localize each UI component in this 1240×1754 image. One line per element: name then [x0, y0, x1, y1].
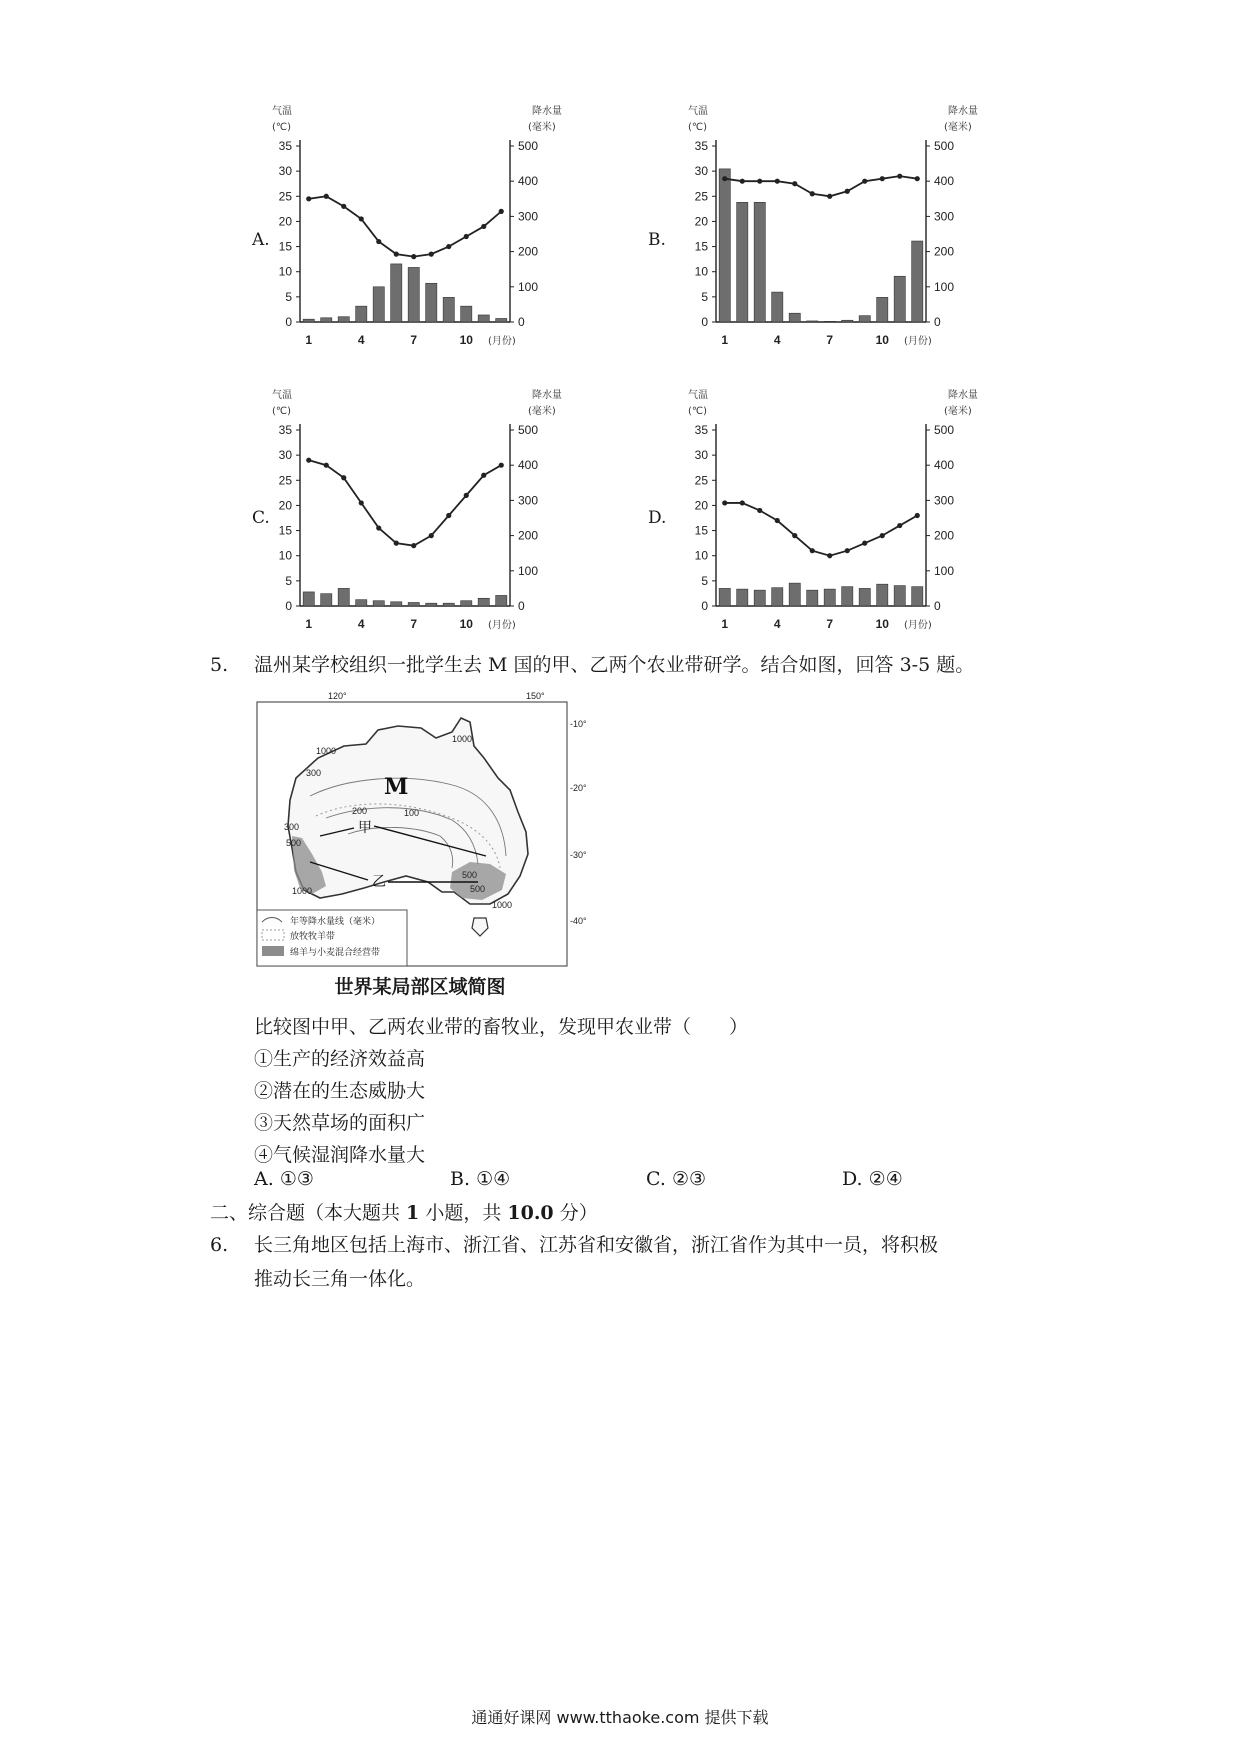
precip-axis-unit: (毫米) — [944, 122, 972, 133]
month-axis-unit: (月份) — [904, 620, 932, 631]
temp-point — [446, 244, 451, 249]
isohyet-value: 1000 — [316, 746, 337, 756]
precip-bar — [356, 306, 367, 322]
month-tick-label: 7 — [410, 333, 418, 347]
question-5-number: 5. — [210, 654, 229, 676]
temp-tick-label: 20 — [694, 498, 708, 513]
precip-tick-label: 100 — [518, 279, 539, 294]
temp-tick-label: 10 — [278, 264, 292, 279]
statement-4: ④气候湿润降水量大 — [254, 1144, 426, 1166]
month-tick-label: 7 — [410, 617, 418, 631]
temp-tick-label: 5 — [285, 573, 292, 588]
precip-bar — [737, 589, 748, 606]
temp-tick-label: 15 — [694, 239, 708, 254]
precip-bar — [338, 588, 349, 606]
precip-bar — [426, 603, 437, 606]
temp-tick-label: 25 — [694, 473, 708, 488]
isohyet-value: 500 — [470, 884, 486, 894]
precip-bar — [391, 602, 402, 606]
statement-3: ③天然草场的面积广 — [254, 1112, 426, 1134]
map-caption: 世界某局部区域简图 — [334, 976, 506, 998]
temp-point — [306, 196, 311, 201]
precip-bar — [877, 584, 888, 606]
temp-point — [341, 475, 346, 480]
precip-bar — [737, 202, 748, 322]
precip-axis-unit: (毫米) — [944, 406, 972, 417]
legend-wheat-sheep-icon — [262, 946, 284, 956]
map-lon-label: 120° — [328, 691, 347, 701]
temp-axis-unit: (℃) — [688, 122, 708, 133]
temp-tick-label: 5 — [701, 289, 708, 304]
temp-tick-label: 35 — [694, 423, 708, 437]
option-d-label: D. — [648, 508, 667, 528]
question-5-prompt: 比较图中甲、乙两农业带的畜牧业，发现甲农业带（ ） — [254, 1016, 749, 1038]
temp-tick-label: 15 — [278, 239, 292, 254]
precip-axis-unit: (毫米) — [528, 122, 556, 133]
question-5-stem: 温州某学校组织一批学生去 M 国的甲、乙两个农业带研学。结合如图，回答 3-5 题。 — [254, 654, 975, 676]
temp-tick-label: 30 — [694, 164, 708, 179]
temp-axis-title: 气温 — [688, 106, 708, 117]
precip-bar — [408, 267, 419, 322]
option-b-label: B. — [648, 230, 666, 250]
temp-point — [827, 553, 832, 558]
temp-tick-label: 10 — [694, 264, 708, 279]
precip-tick-label: 300 — [934, 493, 955, 508]
month-axis-unit: (月份) — [488, 336, 516, 347]
precip-bar — [754, 590, 765, 606]
temp-tick-label: 35 — [278, 139, 292, 153]
month-tick-label: 1 — [305, 617, 313, 631]
temp-tick-label: 0 — [285, 315, 292, 329]
month-tick-label: 1 — [305, 333, 313, 347]
month-tick-label: 4 — [773, 617, 781, 631]
temp-point — [740, 500, 745, 505]
precip-bar — [303, 592, 314, 606]
temp-axis-unit: (℃) — [272, 122, 292, 133]
option-a-label: A. — [252, 230, 270, 250]
precip-bar — [408, 602, 419, 606]
temp-point — [845, 548, 850, 553]
precip-bar — [912, 587, 923, 606]
legend-grazing-label: 放牧牧羊带 — [290, 931, 336, 941]
precip-tick-label: 500 — [934, 139, 955, 153]
temp-point — [740, 179, 745, 184]
temp-tick-label: 25 — [278, 189, 292, 204]
temp-point — [757, 179, 762, 184]
temp-tick-label: 30 — [278, 448, 292, 463]
temp-tick-label: 25 — [278, 473, 292, 488]
temp-tick-label: 5 — [701, 573, 708, 588]
map-lat-label: -40° — [570, 916, 587, 926]
temp-axis-title: 气温 — [272, 390, 292, 401]
choice-b[interactable]: B. ①④ — [450, 1168, 511, 1190]
precip-tick-label: 400 — [518, 458, 539, 473]
precip-bar — [877, 297, 888, 322]
precip-bar — [391, 264, 402, 322]
month-tick-label: 10 — [875, 617, 889, 631]
precip-tick-label: 0 — [934, 599, 941, 613]
temp-tick-label: 35 — [694, 139, 708, 153]
statement-1: ①生产的经济效益高 — [254, 1048, 426, 1070]
temp-point — [499, 209, 504, 214]
precip-bar — [719, 588, 730, 606]
precip-bar — [443, 297, 454, 322]
map-lat-label: -20° — [570, 783, 587, 793]
precip-tick-label: 200 — [934, 528, 955, 543]
precip-bar — [807, 590, 818, 606]
precip-bar — [478, 315, 489, 322]
temp-point — [880, 533, 885, 538]
temp-point — [324, 463, 329, 468]
month-tick-label: 10 — [875, 333, 889, 347]
temp-axis-title: 气温 — [688, 390, 708, 401]
temp-axis-unit: (℃) — [272, 406, 292, 417]
precip-tick-label: 200 — [518, 528, 539, 543]
month-tick-label: 4 — [357, 617, 365, 631]
month-tick-label: 7 — [826, 333, 834, 347]
precip-bar — [338, 317, 349, 322]
region-label-m: M — [384, 774, 409, 800]
temp-tick-label: 0 — [701, 315, 708, 329]
precip-bar — [912, 241, 923, 322]
temp-point — [359, 216, 364, 221]
temp-point — [376, 525, 381, 530]
precip-bar — [754, 202, 765, 322]
question-6-number: 6. — [210, 1234, 229, 1256]
precip-bar — [321, 318, 332, 322]
map-lat-label: -30° — [570, 850, 587, 860]
precip-bar — [894, 586, 905, 606]
legend-grazing-icon — [262, 930, 284, 940]
climate-chart-c — [250, 388, 580, 638]
precip-tick-label: 500 — [518, 423, 539, 437]
month-axis-unit: (月份) — [488, 620, 516, 631]
isohyet-value: 1000 — [492, 900, 513, 910]
temp-point — [810, 191, 815, 196]
temp-line — [309, 460, 502, 545]
page-footer: 通通好课网 www.tthaoke.com 提供下载 — [471, 1708, 769, 1727]
precip-bar — [772, 292, 783, 322]
temp-point — [827, 194, 832, 199]
temp-point — [775, 179, 780, 184]
temp-tick-label: 0 — [285, 599, 292, 613]
isohyet-value: 100 — [404, 808, 420, 818]
temp-point — [411, 543, 416, 548]
temp-tick-label: 25 — [694, 189, 708, 204]
precip-bar — [373, 601, 384, 606]
precip-bar — [496, 595, 507, 606]
precip-bar — [894, 276, 905, 322]
month-tick-label: 4 — [773, 333, 781, 347]
temp-point — [429, 533, 434, 538]
precip-bar — [842, 587, 853, 606]
choice-c[interactable]: C. ②③ — [646, 1168, 707, 1190]
question-6-line-1: 长三角地区包括上海市、浙江省、江苏省和安徽省，浙江省作为其中一员，将积极 — [254, 1234, 939, 1256]
temp-axis-title: 气温 — [272, 106, 292, 117]
precip-bar — [842, 320, 853, 322]
temp-point — [481, 224, 486, 229]
precip-tick-label: 500 — [934, 423, 955, 437]
precip-tick-label: 300 — [518, 493, 539, 508]
precip-axis-title: 降水量 — [532, 106, 562, 117]
precip-bar — [478, 598, 489, 606]
section-2-heading: 二、综合题（本大题共 1 小题，共 10.0 分） — [210, 1202, 598, 1224]
temp-point — [306, 458, 311, 463]
month-tick-label: 10 — [459, 333, 473, 347]
temp-point — [481, 473, 486, 478]
temp-point — [845, 189, 850, 194]
precip-bar — [824, 321, 835, 322]
precip-tick-label: 200 — [518, 244, 539, 259]
precip-bar — [719, 169, 730, 322]
temp-point — [897, 523, 902, 528]
month-tick-label: 10 — [459, 617, 473, 631]
precip-bar — [303, 319, 314, 322]
temp-point — [880, 176, 885, 181]
precip-bar — [859, 316, 870, 322]
temp-line — [309, 196, 502, 256]
precip-tick-label: 400 — [934, 174, 955, 189]
temp-point — [341, 204, 346, 209]
temp-point — [464, 234, 469, 239]
precip-bar — [807, 321, 818, 322]
temp-tick-label: 5 — [285, 289, 292, 304]
precip-bar — [789, 583, 800, 606]
temp-tick-label: 20 — [278, 498, 292, 513]
statement-2: ②潜在的生态威胁大 — [254, 1080, 426, 1102]
precip-tick-label: 400 — [934, 458, 955, 473]
temp-point — [862, 179, 867, 184]
temp-line — [725, 503, 918, 556]
temp-point — [499, 463, 504, 468]
temp-point — [810, 548, 815, 553]
temp-point — [394, 252, 399, 257]
precip-tick-label: 0 — [518, 315, 525, 329]
isohyet-value: 1000 — [292, 886, 313, 896]
month-tick-label: 1 — [721, 617, 729, 631]
temp-point — [757, 508, 762, 513]
precip-bar — [496, 318, 507, 322]
isohyet-value: 200 — [352, 806, 368, 816]
precip-axis-title: 降水量 — [948, 390, 978, 401]
climate-chart-b — [666, 104, 996, 354]
legend-wheat-sheep-label: 绵羊与小麦混合经营带 — [290, 947, 381, 957]
precip-bar — [373, 287, 384, 322]
temp-tick-label: 30 — [278, 164, 292, 179]
map-lat-label: -10° — [570, 719, 587, 729]
temp-point — [464, 493, 469, 498]
temp-tick-label: 20 — [694, 214, 708, 229]
precip-tick-label: 500 — [518, 139, 539, 153]
isohyet-value: 1000 — [452, 734, 473, 744]
precip-bar — [461, 601, 472, 606]
precip-axis-title: 降水量 — [948, 106, 978, 117]
region-label-jia: 甲 — [358, 820, 372, 836]
temp-tick-label: 20 — [278, 214, 292, 229]
temp-point — [359, 500, 364, 505]
temp-point — [446, 513, 451, 518]
climate-chart-d — [666, 388, 996, 638]
precip-tick-label: 0 — [934, 315, 941, 329]
climate-chart-a — [250, 104, 580, 354]
precip-axis-unit: (毫米) — [528, 406, 556, 417]
precip-tick-label: 300 — [518, 209, 539, 224]
temp-tick-label: 10 — [694, 548, 708, 563]
temp-tick-label: 30 — [694, 448, 708, 463]
temp-point — [897, 174, 902, 179]
precip-tick-label: 300 — [934, 209, 955, 224]
precip-bar — [859, 588, 870, 606]
temp-point — [324, 194, 329, 199]
temp-line — [725, 176, 918, 196]
precip-bar — [789, 313, 800, 322]
choice-d[interactable]: D. ②④ — [842, 1168, 903, 1190]
isohyet-value: 300 — [284, 822, 300, 832]
precip-bar — [461, 306, 472, 322]
month-tick-label: 4 — [357, 333, 365, 347]
month-tick-label: 1 — [721, 333, 729, 347]
isohyet-value: 500 — [462, 870, 478, 880]
temp-point — [862, 541, 867, 546]
precip-bar — [426, 283, 437, 322]
isohyet-value: 500 — [286, 838, 302, 848]
region-label-yi: 乙 — [372, 874, 386, 890]
temp-point — [411, 254, 416, 259]
month-tick-label: 7 — [826, 617, 834, 631]
option-c-label: C. — [252, 508, 270, 528]
temp-point — [429, 252, 434, 257]
precip-axis-title: 降水量 — [532, 390, 562, 401]
temp-point — [376, 239, 381, 244]
temp-tick-label: 35 — [278, 423, 292, 437]
temp-point — [915, 176, 920, 181]
precip-tick-label: 0 — [518, 599, 525, 613]
precip-bar — [443, 603, 454, 606]
temp-point — [394, 541, 399, 546]
region-map — [256, 686, 587, 968]
precip-bar — [321, 594, 332, 606]
precip-bar — [356, 600, 367, 606]
temp-tick-label: 15 — [278, 523, 292, 538]
temp-tick-label: 10 — [278, 548, 292, 563]
temp-point — [792, 533, 797, 538]
temp-tick-label: 0 — [701, 599, 708, 613]
temp-axis-unit: (℃) — [688, 406, 708, 417]
map-lon-label: 150° — [526, 691, 545, 701]
precip-tick-label: 100 — [518, 563, 539, 578]
legend-isohyet-label: 年等降水量线（毫米） — [290, 916, 381, 926]
precip-tick-label: 400 — [518, 174, 539, 189]
choice-a[interactable]: A. ①③ — [254, 1168, 314, 1190]
isohyet-value: 300 — [306, 768, 322, 778]
temp-point — [792, 181, 797, 186]
temp-point — [775, 518, 780, 523]
temp-point — [722, 500, 727, 505]
temp-point — [722, 176, 727, 181]
month-axis-unit: (月份) — [904, 336, 932, 347]
precip-tick-label: 100 — [934, 279, 955, 294]
precip-bar — [772, 588, 783, 606]
temp-point — [915, 513, 920, 518]
precip-tick-label: 100 — [934, 563, 955, 578]
question-6-line-2: 推动长三角一体化。 — [254, 1268, 426, 1290]
temp-tick-label: 15 — [694, 523, 708, 538]
precip-tick-label: 200 — [934, 244, 955, 259]
precip-bar — [824, 589, 835, 606]
